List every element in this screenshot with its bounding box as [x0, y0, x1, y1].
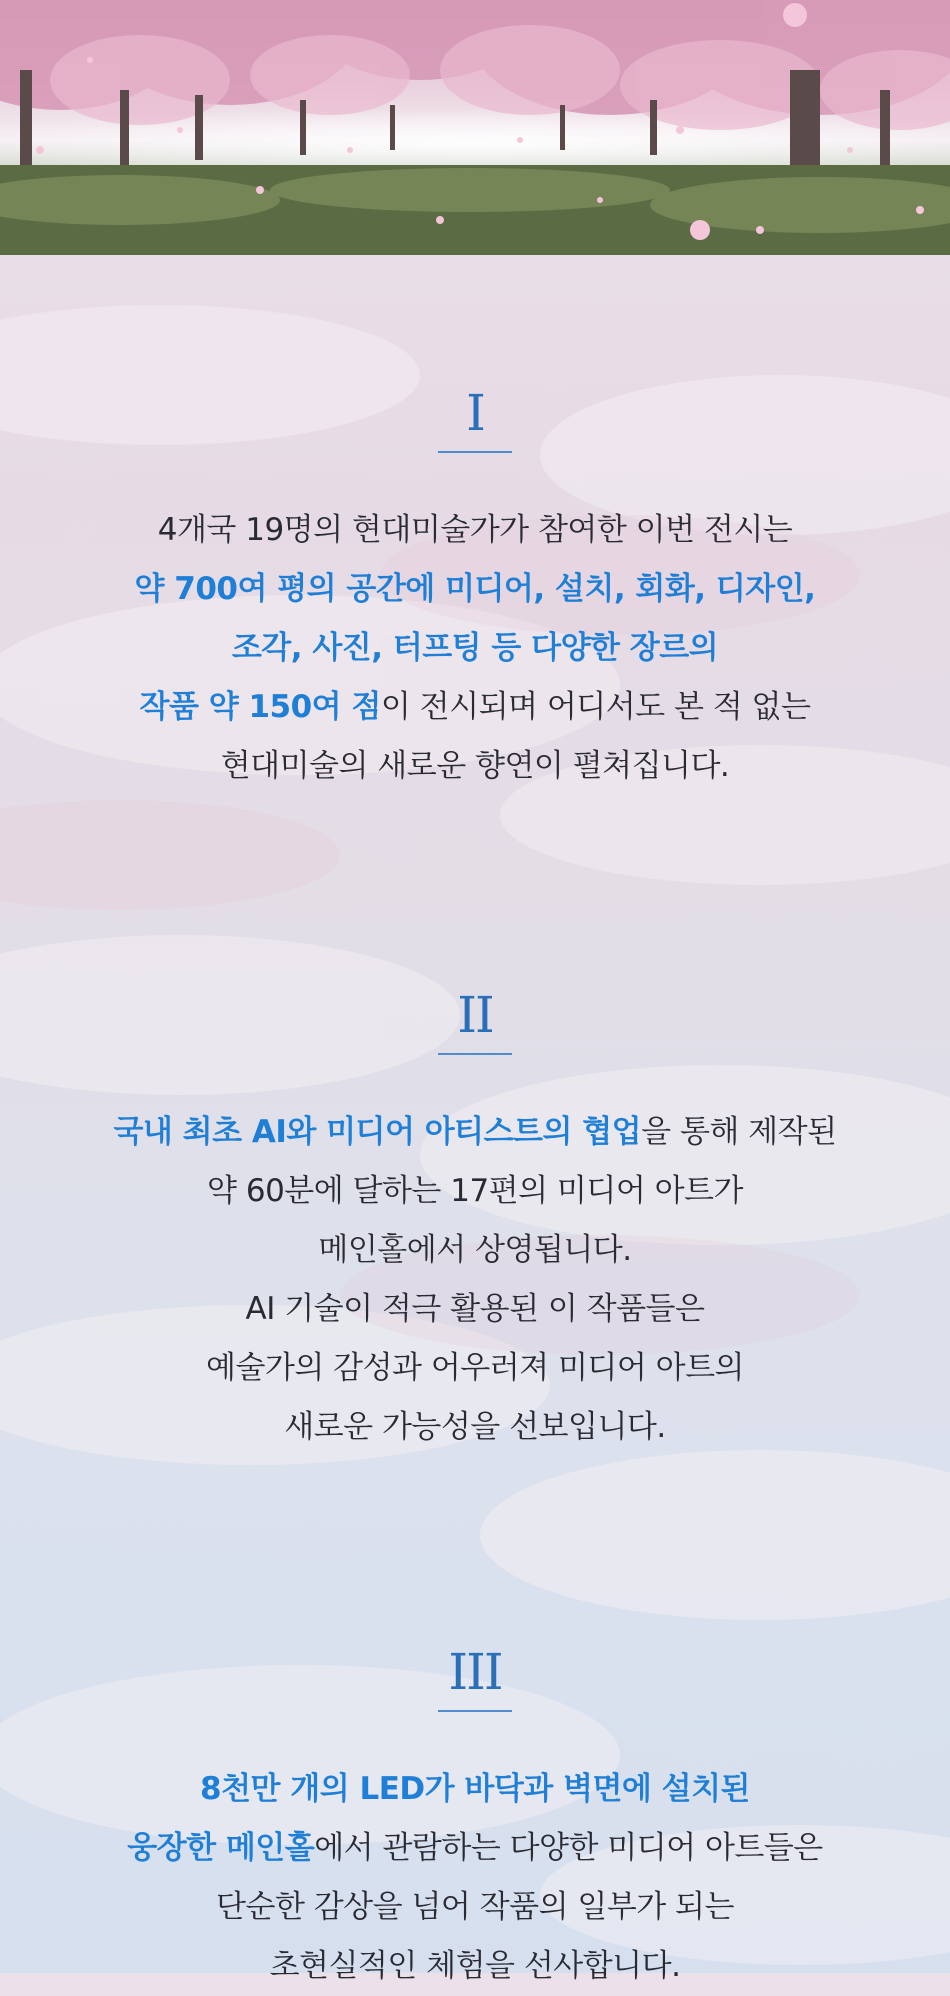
section-3 [0, 1642, 950, 1996]
numeral-underline [438, 451, 512, 453]
paragraph-line: AI 기술이 적극 활용된 이 작품들은 [245, 1291, 705, 1327]
paragraph-line: 웅장한 메인홀에서 관람하는 다양한 미디어 아트들은 [127, 1830, 823, 1866]
section-numeral: I [466, 384, 484, 442]
section-paragraph [0, 1103, 950, 1457]
paragraph-line: 단순한 감상을 넘어 작품의 일부가 되는 [216, 1889, 734, 1925]
paragraph-line: 조각, 사진, 터프팅 등 다양한 장르의 [231, 630, 719, 666]
section-numeral: II [457, 986, 493, 1044]
paragraph-line: 4개국 19명의 현대미술가가 참여한 이번 전시는 [157, 512, 793, 548]
section-paragraph [0, 501, 950, 796]
section-1 [0, 383, 950, 796]
paragraph-line: 약 700여 평의 공간에 미디어, 설치, 회화, 디자인, [134, 571, 816, 607]
numeral-underline [438, 1710, 512, 1712]
section-paragraph [0, 1760, 950, 1996]
paragraph-line: 국내 최초 AI와 미디어 아티스트의 협업을 통해 제작된 [113, 1114, 837, 1150]
hero-image-cherry-blossom-avenue [0, 0, 950, 255]
paragraph-line: 초현실적인 체험을 선사합니다. [269, 1948, 681, 1984]
section-numeral: III [448, 1643, 502, 1701]
paragraph-line: 현대미술의 새로운 향연이 펼쳐집니다. [220, 748, 730, 784]
paragraph-line: 예술가의 감성과 어우러져 미디어 아트의 [206, 1350, 744, 1386]
cherry-blossom-illustration [0, 0, 950, 255]
paragraph-line: 메인홀에서 상영됩니다. [318, 1232, 632, 1268]
paragraph-line: 약 60분에 달하는 17편의 미디어 아트가 [207, 1173, 743, 1209]
paragraph-line: 8천만 개의 LED가 바닥과 벽면에 설치된 [200, 1771, 750, 1807]
paragraph-line: 새로운 가능성을 선보입니다. [284, 1409, 666, 1445]
paragraph-line: 작품 약 150여 점이 전시되며 어디서도 본 적 없는 [139, 689, 811, 725]
numeral-underline [438, 1053, 512, 1055]
section-2 [0, 985, 950, 1457]
